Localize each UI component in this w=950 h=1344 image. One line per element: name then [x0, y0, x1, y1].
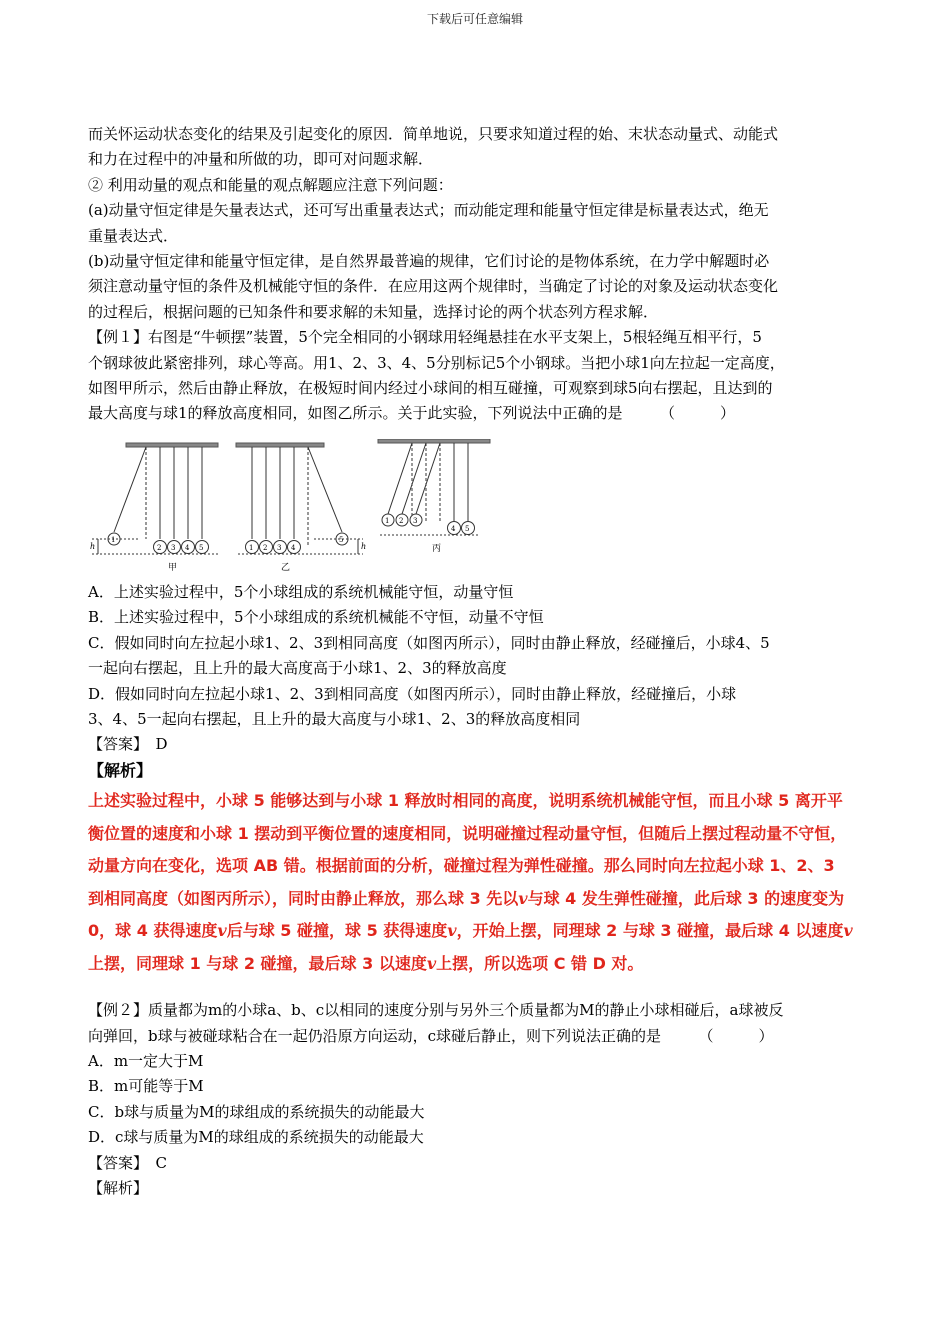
page-header: 下载后可任意编辑: [426, 12, 523, 26]
analysis-line: [88, 883, 868, 916]
option-a: A．上述实验过程中，5个小球组成的系统机械能守恒，动量守恒: [88, 582, 514, 601]
intro-line: (b)动量守恒定律和能量守恒定律，是自然界最普遍的规律，它们讨论的是物体系统，在力学中解题时必: [88, 252, 770, 271]
figure-yi: [236, 443, 363, 554]
answer-line: 【答案】 D: [88, 735, 168, 754]
analysis-line: 上述实验过程中，小球 5 能够达到与小球 1 释放时相同的高度，说明系统机械能守恒，而且小球 5 离开平: [88, 791, 843, 811]
ball-label: 5: [465, 524, 470, 533]
analysis-seg: 上摆，同理球 1 与球 2 碰撞，最后球 3 以速度: [88, 953, 427, 973]
intro-line: 和力在过程中的冲量和所做的功，即可对问题求解．: [88, 150, 434, 169]
analysis-seg: 0，球 4 获得速度: [88, 921, 218, 941]
intro-line: 重量表达式．: [88, 226, 179, 245]
velocity-symbol: v: [426, 953, 437, 973]
intro-line: 的过程后，根据问题的已知条件和要求解的未知量，选择讨论的两个状态列方程求解．: [88, 302, 659, 321]
ball-label: 3: [277, 543, 282, 552]
ball-label: 4: [291, 543, 296, 552]
analysis-line: [88, 948, 868, 981]
intro-line: ② 利用动量的观点和能量的观点解题应注意下列问题：: [88, 175, 453, 194]
answer-line: 【答案】 C: [88, 1153, 167, 1172]
height-label: h: [361, 541, 367, 551]
analysis-seg: 与球 4 发生弹性碰撞，此后球 3 的速度变为: [527, 888, 845, 908]
analysis-line: [88, 915, 868, 948]
option-b: B．m可能等于M: [88, 1077, 204, 1096]
example1-line: 个钢球彼此紧密排列，球心等高。用1、2、3、4、5分别标记5个小钢球。当把小球1向左拉起一定高度，: [88, 353, 785, 372]
ball-label: 1: [249, 543, 254, 552]
newton-cradle-figure: [88, 439, 508, 574]
ball-label: 2: [157, 543, 162, 552]
intro-line: 须注意动量守恒的条件及机械能守恒的条件．在应用这两个规律时，当确定了讨论的对象及运动状态变化: [88, 277, 779, 296]
height-label: h: [90, 541, 96, 551]
intro-line: 而关怀运动状态变化的结果及引起变化的原因．简单地说，只要求知道过程的始、末状态动量式、动能式: [88, 125, 779, 143]
intro-line: (a)动量守恒定律是矢量表达式，还可写出重量表达式；而动能定理和能量守恒定律是标量表达式，绝无: [88, 201, 769, 220]
analysis-seg: 后与球 5 碰撞，球 5 获得速度: [226, 921, 448, 941]
ball-label: 5: [199, 543, 204, 552]
velocity-symbol: v: [217, 921, 227, 941]
analysis-line: 衡位置的速度和小球 1 摆动到平衡位置的速度相同，说明碰撞过程动量守恒，但随后上摆过程动量不守恒，: [88, 823, 847, 843]
ball-label: 5: [339, 535, 344, 544]
figure-label-yi: 乙: [281, 562, 291, 573]
ball-label: 3: [413, 516, 418, 525]
ball-label: 4: [451, 524, 456, 533]
analysis-seg: ，开始上摆，同理球 2 与球 3 碰撞，最后球 4 以速度: [456, 921, 844, 941]
ball-label: 1: [385, 516, 390, 525]
ball-label: 1: [111, 535, 116, 544]
figure-label-jia: 甲: [168, 562, 178, 573]
velocity-symbol: v: [843, 921, 853, 941]
option-d: D．c球与质量为M的球组成的系统损失的动能最大: [88, 1128, 424, 1147]
analysis-seg: 上摆，所以选项 C 错 D 对。: [436, 953, 644, 973]
option-d-cont: 3、4、5一起向右摆起，且上升的最大高度与小球1、2、3的释放高度相同: [88, 709, 581, 728]
option-c-cont: 一起向右摆起，且上升的最大高度高于小球1、2、3的释放高度: [88, 659, 507, 678]
analysis-title: 【解析】: [88, 760, 153, 780]
example2-line: 向弹回，b球与被碰球粘合在一起仍沿原方向运动，c球碰后静止，则下列说法正确的是 （ ）: [88, 1026, 774, 1045]
ball-label: 2: [263, 543, 268, 552]
example1-line: 如图甲所示，然后由静止释放，在极短时间内经过小球间的相互碰撞，可观察到球5向右摆起，且达到的: [88, 379, 773, 398]
example2-line: 【例２】质量都为m的小球a、b、c以相同的速度分别与另外三个质量都为M的静止小球相碰后，a球被反: [88, 1001, 784, 1020]
figure-bing: [378, 439, 490, 535]
example1-line: 最大高度与球1的释放高度相同，如图乙所示。关于此实验，下列说法中正确的是 （ ）: [88, 404, 736, 423]
option-c: C．b球与质量为M的球组成的系统损失的动能最大: [88, 1102, 425, 1121]
velocity-symbol: v: [447, 921, 457, 941]
analysis-text: [88, 785, 868, 980]
option-a: A．m一定大于M: [88, 1051, 204, 1070]
document-body: [88, 122, 868, 1201]
figure-label-bing: 丙: [432, 543, 442, 554]
analysis-title: 【解析】: [88, 1178, 149, 1197]
option-b: B．上述实验过程中，5个小球组成的系统机械能不守恒，动量不守恒: [88, 608, 544, 627]
velocity-symbol: v: [518, 888, 528, 908]
ball-label: 4: [185, 543, 190, 552]
example1-line: 【例１】右图是“牛顿摆”装置，5个完全相同的小钢球用轻绳悬挂在水平支架上，5根轻绳互相平行，5: [88, 328, 762, 347]
ball-label: 3: [171, 543, 176, 552]
ball-label: 2: [399, 516, 404, 525]
analysis-seg: 到相同高度（如图丙所示），同时由静止释放，那么球 3 先以: [88, 888, 519, 908]
analysis-line: 动量方向在变化，选项 AB 错。根据前面的分析，碰撞过程为弹性碰撞。那么同时向左拉起小球 1、2、3: [88, 856, 835, 876]
option-d: D．假如同时向左拉起小球1、2、3到相同高度（如图丙所示），同时由静止释放，经碰撞后，小球: [88, 684, 737, 703]
option-c: C．假如同时向左拉起小球1、2、3到相同高度（如图丙所示），同时由静止释放，经碰撞后，小球4、5: [88, 633, 770, 652]
newton-cradle-diagram: [88, 439, 508, 574]
